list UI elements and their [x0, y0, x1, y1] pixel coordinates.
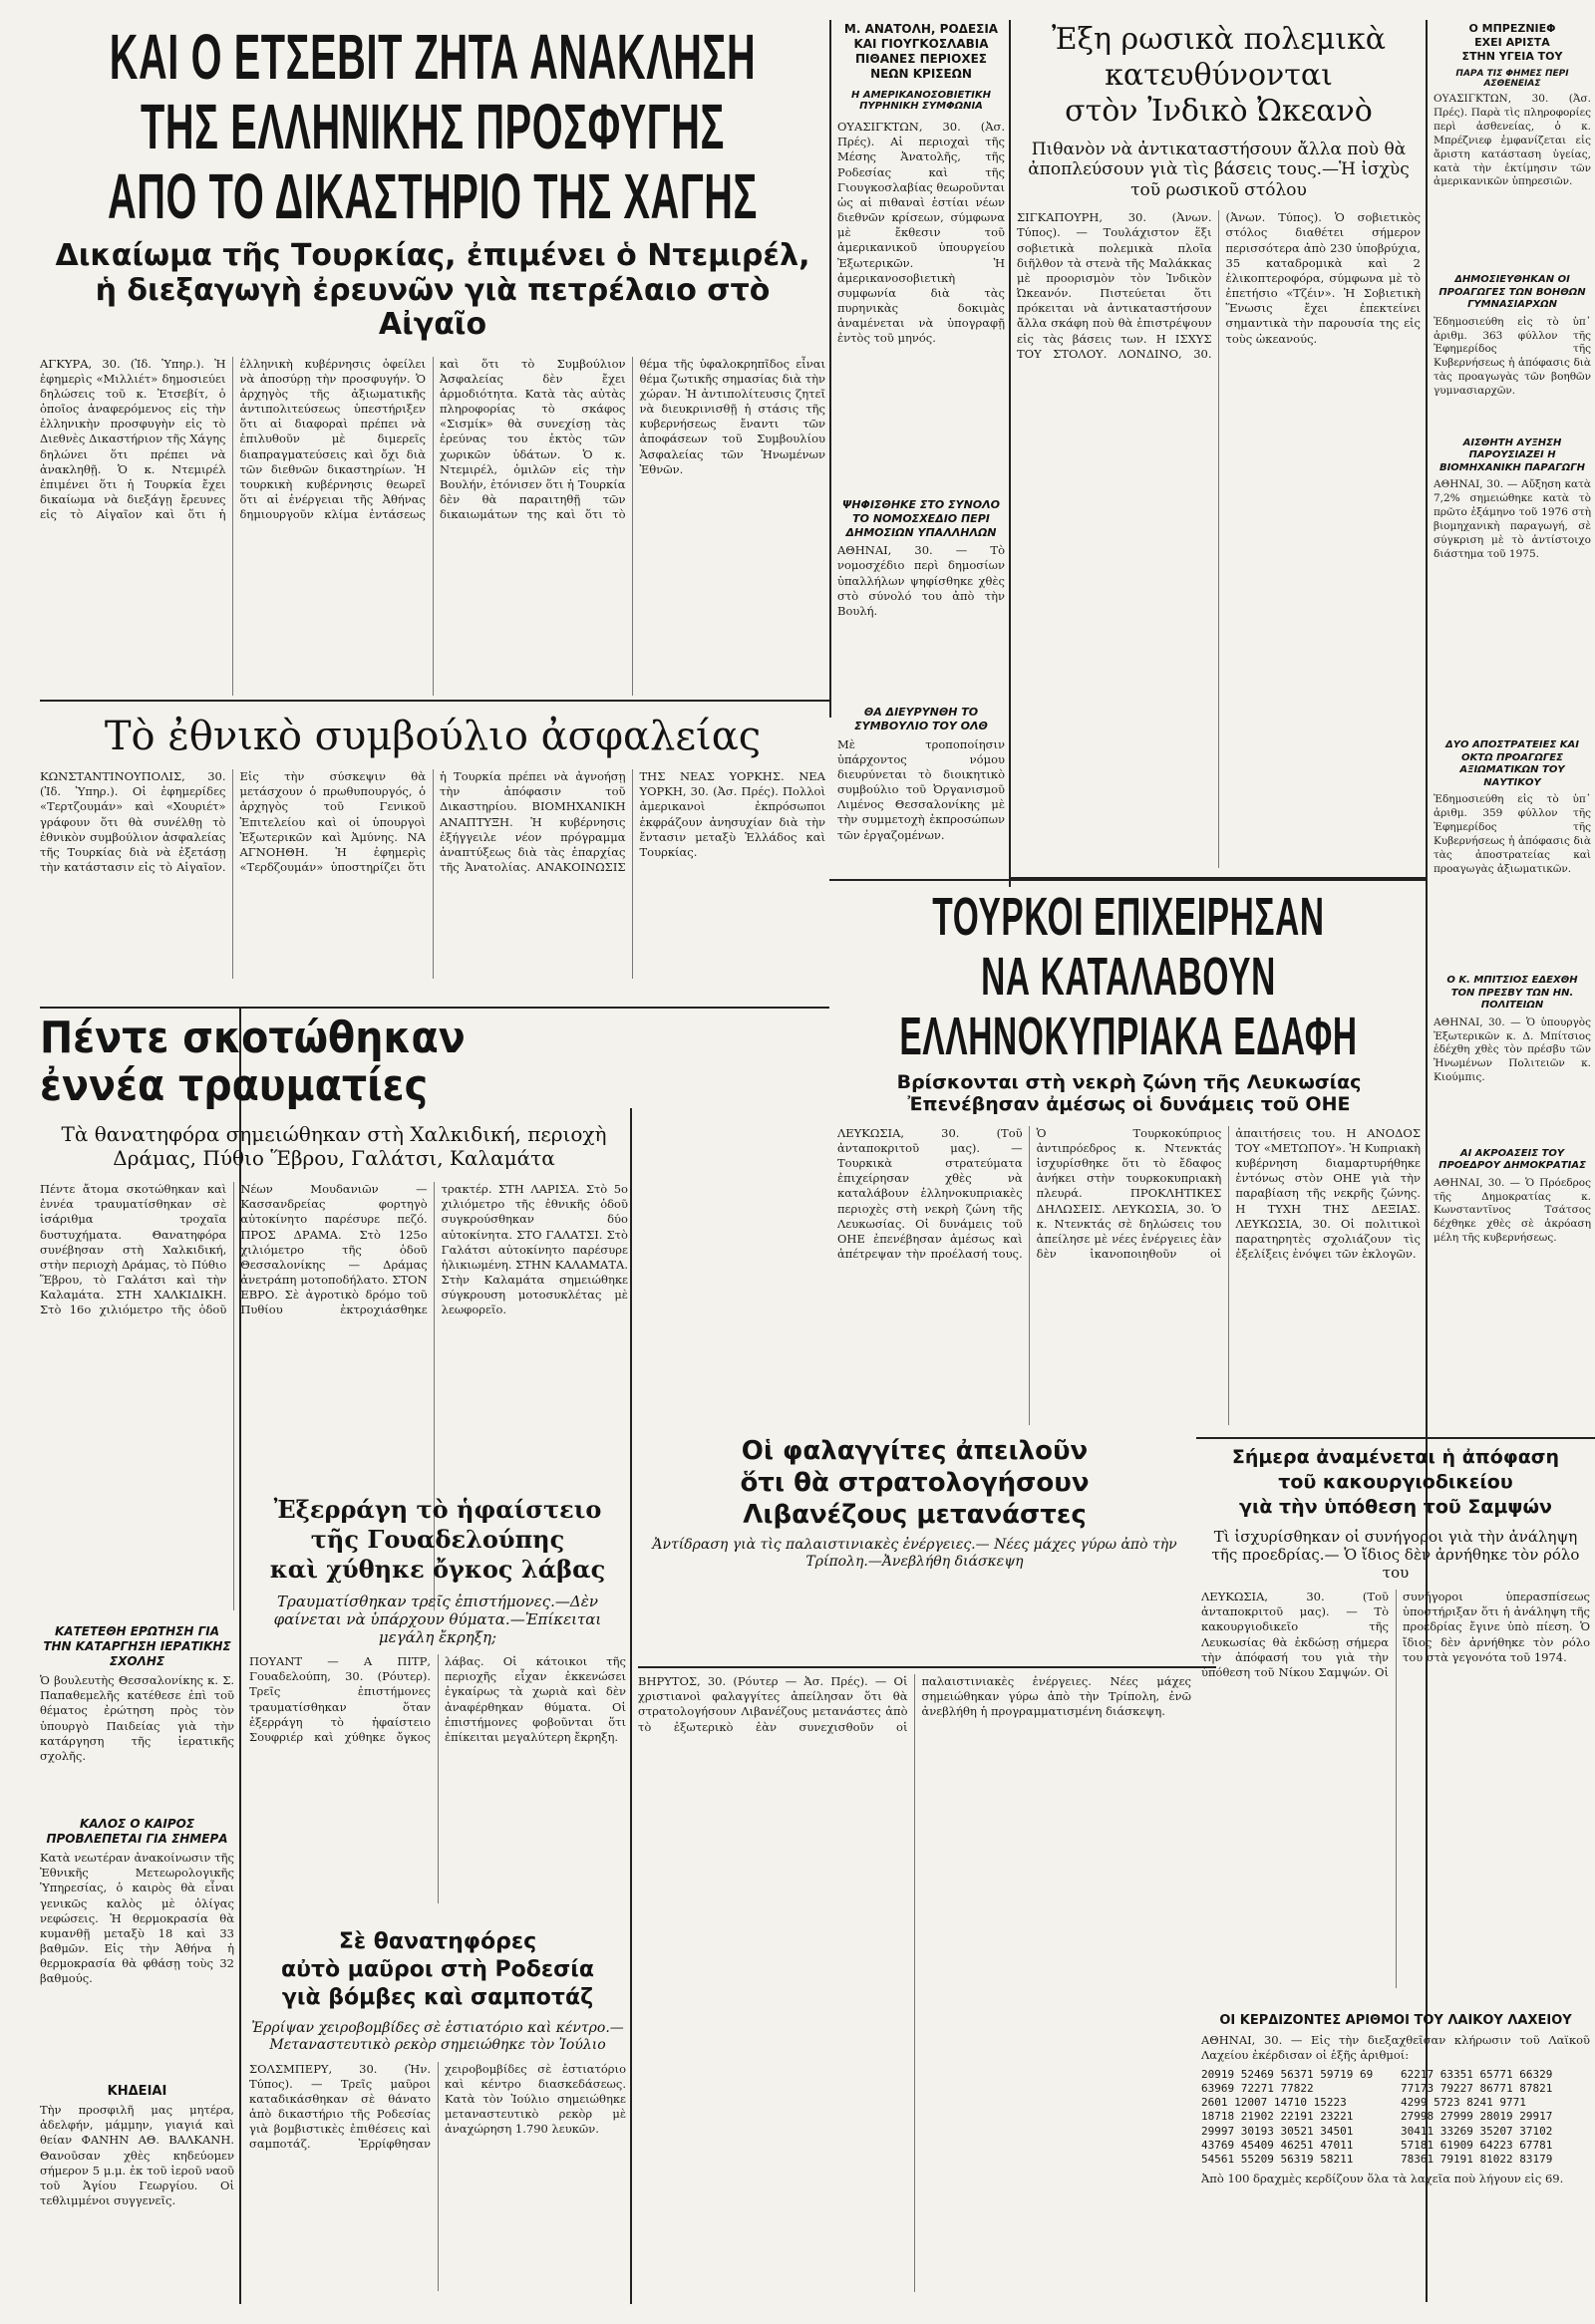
crises-body: ΟΥΑΣΙΓΚΤΩΝ, 30. (Ἀσ. Πρές). Αἱ περιοχαὶ τῆς Μέσης Ἀνατολῆς, τῆς Ροδεσίας καὶ τῆς Γιουγκοσλαβίας θεωροῦνται ὡς αἱ πιθαναὶ ἑστίαι νέων διεθνῶν κρίσεων, σύμφωνα μὲ ἔκθεσιν τοῦ ἀμερικανικοῦ ὑπουργείου Ἐξωτερικῶν. Ἡ ἀμερικανοσοβιετικὴ συμφωνία διὰ τὰς πυρηνικὰς δοκιμὰς ἀναμένεται νὰ ὑπογραφῇ ἐντὸς τοῦ μηνός.	[837, 120, 1005, 346]
crises-story	[837, 22, 1005, 490]
lottery-footer: Ἀπὸ 100 δραχμὲς κερδίζουν ὅλα τὰ λαχεῖα ποὺ λήγουν εἰς 69.	[1201, 2171, 1564, 2185]
school-box-title: ΚΑΤΕΤΕΘΗ ΕΡΩΤΗΣΗ ΓΙΑ ΤΗΝ ΚΑΤΑΡΓΗΣΗ ΙΕΡΑΤΙΚΗΣ ΣΧΟΛΗΣ	[43, 1624, 231, 1668]
phalangists-deck: Ἀντίδραση γιὰ τὶς παλαιστινιακὲς ἐνέργειες.— Νέες μάχες γύρω ἀπὸ τὴν Τρίπολη.—Ἀνεβλήθη διάσκεψη	[652, 1537, 1177, 1570]
soviet-navy-headline-line-3: στὸν Ἰνδικὸ Ὠκεανὸ	[1065, 94, 1373, 129]
lottery-row: 43769 45409 46251 47011	[1201, 2139, 1354, 2153]
phalangists-headline	[638, 1435, 1191, 1531]
lottery-row: 63969 72271 77822	[1201, 2081, 1314, 2095]
crises-kicker-line-1: Μ. ΑΝΑΤΟΛΗ, ΡΟΔΕΣΙΑ	[843, 22, 999, 36]
lead-body: ΑΓΚΥΡΑ, 30. (Ἰδ. Ὑπηρ.). Ἡ ἐφημερὶς «Μιλλιέτ» δημοσιεύει δηλώσεις τοῦ κ. Ἐτσεβίτ, ὁ ὁποῖος ἀναφερόμενος εἰς τὴν ἑλληνικὴν προσφυγὴν εἰς τὸ Διεθνὲς Δικαστήριον τῆς Χάγης δηλώνει ὅτι πρέπει νὰ ἀνακληθῇ. Ὁ κ. Ντεμιρέλ ἐπιμένει ὅτι ἡ Τουρκία ἔχει δικαίωμα νὰ διεξάγῃ ἔρευνες εἰς τὸ Αἰγαῖον καὶ ὅτι ἡ ἑλληνικὴ κυβέρνησις ὀφείλει νὰ ἀποσύρῃ τὴν προσφυγήν. Ὁ ἀρχηγὸς τῆς ἀξιωματικῆς ἀντιπολιτεύσεως ὑπεστήριξεν ὅτι αἱ διαφοραὶ πρέπει νὰ ἐπιλυθοῦν μὲ διμερεῖς διαπραγματεύσεις καὶ ὄχι διὰ τῶν διεθνῶν δικαστηρίων. Ἡ τουρκικὴ κυβέρνησις θεωρεῖ ὅτι αἱ ἐνέργειαι τῆς Ἀθήνας δημιουργοῦν κλίμα ἐντάσεως καὶ ὅτι τὸ Συμβούλιον Ἀσφαλείας δὲν ἔχει ἁρμοδιότητα. Κατὰ τὰς αὐτὰς πληροφορίας τὸ σκάφος «Σισμίκ» θὰ συνεχίσῃ τὰς ἐρεύνας του ἐκτὸς τῶν χωρικῶν ὑδάτων. Ὁ κ. Ντεμιρέλ, ὁμιλῶν εἰς τὴν Βουλήν, ἐτόνισεν ὅτι ἡ Τουρκία δὲν θὰ παραιτηθῇ τῶν δικαιωμάτων της καὶ ὅτι τὸ θέμα τῆς ὑφαλοκρηπῖδος εἶναι θέμα ζωτικῆς σημασίας διὰ τὴν χώραν. Ἡ ἀντιπολίτευσις ζητεῖ νὰ διευκρινισθῇ ἡ στάσις τῆς κυβερνήσεως ἔναντι τῶν ἀποφάσεων τοῦ Συμβουλίου Ἀσφαλείας τῶν Ἡνωμένων Ἐθνῶν.	[40, 356, 825, 522]
gymnasiarchs-title: ΔΗΜΟΣΙΕΥΘΗΚΑΝ ΟΙ ΠΡΟΑΓΩΓΕΣ ΤΩΝ ΒΟΗΘΩΝ ΓΥΜΝΑΣΙΑΡΧΩΝ	[1438, 274, 1586, 311]
lottery-row: 78361 79191 81022 83179	[1401, 2153, 1553, 2167]
volcano-headline-line-2: τῆς Γουαδελούπης	[310, 1525, 565, 1554]
right-column	[1434, 22, 1591, 1432]
olth-story	[837, 706, 1005, 875]
lottery-row: 4299 5723 8241 9771	[1401, 2096, 1526, 2110]
volcano-headline-line-1: Ἐξερράγη τὸ ἡφαίστειο	[273, 1495, 602, 1524]
school-box-body: Ὁ βουλευτὴς Θεσσαλονίκης κ. Σ. Παπαθεμελῆς κατέθεσε ἐπὶ τοῦ θέματος ἐρώτηση πρὸς τὸν ὑπουργὸ Παιδείας γιὰ τὴν κατάργηση τῆς ἱερατικῆς σχολῆς.	[40, 1673, 234, 1763]
lottery-intro: ΑΘΗΝΑΙ, 30. — Εἰς τὴν διεξαχθεῖσαν κλήρωσιν τοῦ Λαϊκοῦ Λαχείου ἐκέρδισαν οἱ ἑξῆς ἀριθμοί:	[1201, 2033, 1590, 2063]
accidents-headline-line-2: ἐννέα τραυματίες	[40, 1060, 429, 1111]
sampson-deck: Τὶ ἰσχυρίσθηκαν οἱ συνήγοροι γιὰ τὴν ἀνάληψη τῆς προεδρίας.— Ὁ ἴδιος δὲν ἀρνήθηκε τὸν ρόλο του	[1211, 1528, 1580, 1582]
volcano-deck: Τραυματίσθηκαν τρεῖς ἐπιστήμονες.—Δὲν φαίνεται νὰ ὑπάρχουν θύματα.—Ἐπίκειται μεγάλη ἔκρηξη;	[273, 1593, 602, 1646]
industry-body: ΑΘΗΝΑΙ, 30. — Αὔξηση κατὰ 7,2% σημειώθηκε κατὰ τὸ πρῶτο ἑξάμηνο τοῦ 1976 στὴ βιομηχανικὴ παραγωγή, σὲ σύγκριση μὲ τὸ ἀντίστοιχο διάστημα τοῦ 1975.	[1434, 478, 1591, 560]
rhodesia-bombs-headline-line-2: αὐτὸ μαῦροι στὴ Ροδεσία	[281, 1957, 594, 1982]
soviet-navy-headline	[1017, 22, 1421, 130]
cyprus-subhead-line-2: Ἐπενέβησαν ἀμέσως οἱ δυνάμεις τοῦ ΟΗΕ	[907, 1092, 1351, 1115]
accidents-headline-line-1: Πέντε σκοτώθηκαν	[40, 1015, 466, 1063]
sampson-headline	[1201, 1445, 1590, 1520]
crises-sub-kicker: Η ΑΜΕΡΙΚΑΝΟΣΟΒΙΕΤΙΚΗ ΠΥΡΗΝΙΚΗ ΣΥΜΦΩΝΙΑ	[851, 90, 991, 112]
lottery-row: 2601 12007 14710 15223	[1201, 2096, 1347, 2110]
rule-lower-mid	[630, 1108, 632, 2304]
lead-subhead-line-1: Δικαίωμα τῆς Τουρκίας, ἐπιμένει ὁ Ντεμιρέλ,	[55, 238, 810, 273]
rhodesia-bombs-headline-line-3: γιὰ βόμβες καὶ σαμποτάζ	[281, 1985, 594, 2010]
soviet-navy-headline-line-1: Ἐξη ρωσικὰ πολεμικὰ	[1051, 22, 1387, 57]
industry-title: ΑΙΣΘΗΤΗ ΑΥΞΗΣΗ ΠΑΡΟΥΣΙΑΖΕΙ Η ΒΙΟΜΗΧΑΝΙΚΗ ΠΑΡΑΓΩΓΗ	[1438, 436, 1586, 473]
cadets-body: Ἐδημοσιεύθη εἰς τὸ ὑπ᾿ ἀριθμ. 359 φύλλον τῆς Ἐφημερίδος τῆς Κυβερνήσεως ἡ ἀπόφασις διὰ τὰς ἀποστρατείας καὶ προαγωγὰς ἀξιωματικῶν.	[1434, 793, 1591, 875]
rule-over-sampson	[1196, 1437, 1595, 1439]
lead-subhead-line-2: ἡ διεξαγωγὴ ἐρευνῶν γιὰ πετρέλαιο στὸ Αἰγαῖο	[95, 272, 771, 342]
lottery-row: 54561 55209 56319 58211	[1201, 2153, 1354, 2167]
rule-lead-right	[829, 20, 831, 718]
cyprus-story	[837, 887, 1421, 1430]
lead-headline-line-3: ΑΠΟ ΤΟ ΔΙΚΑΣΤΗΡΙΟ ΤΗΣ ΧΑΓΗΣ	[108, 160, 758, 232]
lottery-row: 77173 79227 86771 87821	[1401, 2081, 1553, 2095]
phalangists-headline-line-3: Λιβανέζους μετανάστες	[743, 1500, 1087, 1530]
council-headline: Τὸ ἐθνικὸ συμβούλιο ἀσφαλείας	[104, 714, 762, 759]
lead-subhead	[40, 239, 825, 343]
president-body: ΑΘΗΝΑΙ, 30. — Ὁ Πρόεδρος τῆς Δημοκρατίας κ. Κωνσταντῖνος Τσάτσος δέχθηκε χθὲς σὲ ἀκρόαση μέλη τῆς κυβερνήσεως.	[1434, 1176, 1591, 1245]
weather-title: ΚΑΛΟΣ Ο ΚΑΙΡΟΣ ΠΡΟΒΛΕΠΕΤΑΙ ΓΙΑ ΣΗΜΕΡΑ	[46, 1817, 228, 1846]
brezhnev-kicker-line-3: ΣΤΗΝ ΥΓΕΙΑ ΤΟΥ	[1461, 49, 1563, 63]
cyprus-subhead	[837, 1072, 1421, 1116]
rhodesia-bombs-deck: Ἐρρίψαν χειροβομβίδες σὲ ἑστιατόριο καὶ κέντρο.— Μεταναστευτικὸ ρεκὸρ σημειώθηκε τὸν Ἰούλιο	[251, 2020, 624, 2053]
accidents-deck: Τὰ θανατηφόρα σημειώθηκαν στὴ Χαλκιδική, περιοχὴ Δράμας, Πύθιο Ἕβρου, Γαλάτσι, Καλαμάτα	[61, 1122, 607, 1170]
cyprus-headline-line-1: ΤΟΥΡΚΟΙ ΕΠΙΧΕΙΡΗΣΑΝ	[932, 887, 1325, 947]
rule-mid-right	[1009, 20, 1011, 887]
rhodesia-bombs-story	[249, 1928, 626, 2307]
lead-headline-line-1: ΚΑΙ Ο ΕΤΣΕΒΙΤ ΖΗΤΑ ΑΝΑΚΛΗΣΗ	[109, 22, 757, 93]
lottery-row: 18718 21902 22191 23221	[1201, 2110, 1354, 2124]
lottery-box	[1201, 2013, 1590, 2312]
lottery-numbers	[1201, 2068, 1590, 2168]
lead-headline-line-2: ΤΗΣ ΕΛΛΗΝΙΚΗΣ ΠΡΟΣΦΥΓΗΣ	[141, 91, 725, 162]
rhodesia-bombs-headline-line-1: Σὲ θανατηφόρες	[338, 1929, 537, 1954]
civil-servants-title: ΨΗΦΙΣΘΗΚΕ ΣΤΟ ΣΥΝΟΛΟ ΤΟ ΝΟΜΟΣΧΕΔΙΟ ΠΕΡΙ ΔΗΜΟΣΙΩΝ ΥΠΑΛΛΗΛΩΝ	[841, 498, 1001, 539]
rule-under-lead	[40, 700, 829, 702]
sampson-headline-line-3: γιὰ τὴν ὑπόθεση τοῦ Σαμψών	[1239, 1496, 1552, 1518]
soviet-navy-deck: Πιθανὸν νὰ ἀντικαταστήσουν ἄλλα ποὺ θὰ ἀποπλεύσουν γιὰ τὶς βάσεις τους.—Ἡ ἰσχὺς τοῦ ρωσικοῦ στόλου	[1028, 140, 1410, 200]
lottery-row: 62217 63351 65771 66329	[1401, 2067, 1553, 2081]
lottery-row: 20919 52469 56371 59719 69	[1201, 2067, 1374, 2081]
lottery-row: 57181 61909 64223 67781	[1401, 2139, 1553, 2153]
phalangists-headline-line-2: ὅτι θὰ στρατολογήσουν	[740, 1468, 1090, 1498]
sampson-headline-line-2: τοῦ κακουργιοδικείου	[1278, 1471, 1513, 1493]
lottery-row: 27998 27999 28019 29917	[1401, 2110, 1553, 2124]
phalangists-body: ΒΗΡΥΤΟΣ, 30. (Ρόυτερ — Ἀσ. Πρές). — Οἱ χριστιανοὶ φαλαγγίτες ἀπείλησαν ὅτι θὰ στρατολογήσουν Λιβανέζους μετανάστες ἀπὸ τὸ ἐξωτερικὸ ἐὰν συνεχισθοῦν οἱ παλαιστινιακὲς ἐνέργειες. Νέες μάχες σημειώθηκαν γύρω ἀπὸ τὴν Τρίπολη, ἐνῶ ἀνεβλήθη ἡ προγραμματισμένη διάσκεψη.	[638, 1674, 1191, 1734]
rule-under-phalangists	[638, 1666, 1216, 1668]
cyprus-headline	[837, 887, 1421, 1066]
brezhnev-kicker-line-1: Ο ΜΠΡΕΖΝΙΕΦ	[1468, 22, 1556, 35]
soviet-navy-body: ΣΙΓΚΑΠΟΥΡΗ, 30. (Ἀνων. Τύπος). — Τουλάχιστον ἕξι σοβιετικὰ πολεμικὰ πλοῖα διῆλθον τὰ στενὰ τῆς Μαλάκκας μὲ προορισμὸν τὸν Ἰνδικὸν Ὠκεανόν. Πιστεύεται ὅτι πρόκειται νὰ ἀντικαταστήσουν ἄλλα σκάφη ποὺ θὰ ἐπιστρέψουν εἰς τὰς βάσεις των. Η ΙΣΧΥΣ ΤΟΥ ΣΤΟΛΟΥ. ΛΟΝΔΙΝΟ, 30. (Ἀνων. Τύπος). Ὁ σοβιετικὸς στόλος διαθέτει σήμερον περισσότερα ἀπὸ 230 ὑποβρύχια, 35 καταδρομικὰ καὶ 2 ἐλικοπτεροφόρα, σύμφωνα μὲ τὸ ἐπετήσιο «Τζέιν». Ἡ Σοβιετικὴ Ἕνωσις ἔχει ἐπεκτείνει σημαντικὰ τὴν παρουσία της εἰς τοὺς ὠκεανούς.	[1017, 210, 1421, 361]
soviet-navy-story	[1017, 22, 1421, 871]
cadets-title: ΔΥΟ ΑΠΟΣΤΡΑΤΕΙΕΣ ΚΑΙ ΟΚΤΩ ΠΡΟΑΓΩΓΕΣ ΑΞΙΩΜΑΤΙΚΩΝ ΤΟΥ ΝΑΥΤΙΚΟΥ	[1444, 739, 1580, 788]
obituary-body: Τὴν προσφιλῆ μας μητέρα, ἀδελφήν, μάμμην, γιαγιά καὶ θείαν ΦΑΝΗΝ ΑΘ. ΒΑΛΚΑΝΗ. Θανοῦσαν χθὲς κηδεύομεν σήμερον 5 μ.μ. ἐκ τοῦ ἱεροῦ ναοῦ τοῦ Ἁγίου Γεωργίου. Οἱ τεθλιμμένοι συγγενεῖς.	[40, 2103, 234, 2208]
brezhnev-sub-kicker: ΠΑΡΑ ΤΙΣ ΦΗΜΕΣ ΠΕΡΙ ΑΣΘΕΝΕΙΑΣ	[1455, 69, 1569, 90]
president-title: ΑΙ ΑΚΡΟΑΣΕΙΣ ΤΟΥ ΠΡΟΕΔΡΟΥ ΔΗΜΟΚΡΑΤΙΑΣ	[1438, 1147, 1586, 1172]
sampson-body: ΛΕΥΚΩΣΙΑ, 30. (Τοῦ ἀνταποκριτοῦ μας). — Τὸ κακουργιοδικεῖο τῆς Λευκωσίας θὰ ἐκδώσῃ σήμερα τὴν ἀπόφασή του γιὰ τὴν ὑπόθεση τοῦ Νίκου Σαμψών. Οἱ συνήγοροι ὑπερασπίσεως ὑποστήριξαν ὅτι ἡ ἀνάληψη τῆς προεδρίας ἔγινε ὑπὸ πίεση. Ὁ ἴδιος δὲν ἀρνήθηκε τὸν ρόλο του στὰ γεγονότα τοῦ 1974.	[1201, 1590, 1590, 1679]
volcano-body: ΠΟΥΑΝΤ — Α ΠΙΤΡ, Γουαδελούπη, 30. (Ρόυτερ). Τρεῖς ἐπιστήμονες τραυματίσθηκαν ὅταν ἐξερράγη τὸ ἡφαίστειο Σουφριέρ καὶ χύθηκε ὄγκος λάβας. Οἱ κάτοικοι τῆς περιοχῆς εἶχαν ἐκκενώσει ἐγκαίρως τὰ χωριὰ καὶ δὲν ἀναφέρθηκαν θύματα. Οἱ ἐπιστήμονες φοβοῦνται ὅτι ἐπίκειται μεγαλύτερη ἔκρηξη.	[249, 1654, 626, 1744]
civil-servants-story	[837, 498, 1005, 698]
sampson-headline-line-1: Σήμερα ἀναμένεται ἡ ἀπόφαση	[1231, 1446, 1560, 1468]
civil-servants-body: ΑΘΗΝΑΙ, 30. — Τὸ νομοσχέδιο περὶ δημοσίων ὑπαλλήλων ψηφίσθηκε χθὲς στὸ σύνολό του ἀπὸ τὴν Βουλή.	[837, 543, 1005, 618]
crises-kicker-line-3: ΠΙΘΑΝΕΣ ΠΕΡΙΟΧΕΣ	[855, 52, 987, 66]
obituary-title: ΚΗΔΕΙΑΙ	[107, 2084, 167, 2099]
phalangists-story	[638, 1435, 1191, 1662]
left-lower-column	[40, 1624, 234, 2312]
phalangists-headline-line-1: Οἱ φαλαγγίτες ἀπειλοῦν	[741, 1436, 1089, 1466]
lead-headline	[40, 22, 824, 231]
rule-under-council	[40, 1007, 829, 1009]
weather-body: Κατὰ νεωτέραν ἀνακοίνωσιν τῆς Ἐθνικῆς Μετεωρολογικῆς Ὑπηρεσίας, ὁ καιρὸς θὰ εἶναι γενικῶς καλὸς μὲ ὀλίγας νεφώσεις. Ἡ θερμοκρασία θὰ κυμανθῇ μεταξὺ 18 καὶ 33 βαθμῶν. Εἰς τὴν Ἀθήνα ἡ θερμοκρασία θὰ φθάσῃ τοὺς 32 βαθμούς.	[40, 1851, 234, 1986]
crises-kicker-line-4: ΝΕΩΝ ΚΡΙΣΕΩΝ	[870, 67, 972, 81]
crises-kicker	[837, 22, 1005, 82]
rule-over-cyprus	[829, 879, 1428, 881]
rhodesia-bombs-body: ΣΟΛΣΜΠΕΡΥ, 30. (Ἡν. Τύπος). — Τρεῖς μαῦροι καταδικάσθηκαν σὲ θάνατο ἀπὸ δικαστήριο τῆς Ροδεσίας γιὰ βομβιστικὲς ἐπιθέσεις καὶ σαμποτάζ. Ἐρρίφθησαν χειροβομβίδες σὲ ἑστιατόριο καὶ κέντρο διασκεδάσεως. Κατὰ τὸν Ἰούλιο σημειώθηκε μεταναστευτικὸ ρεκὸρ μὲ ἀναχώρηση 1.790 λευκῶν.	[249, 2061, 626, 2152]
lead-story	[40, 22, 825, 696]
phalangists-body-wrap	[638, 1674, 1191, 2302]
ambassador-body: ΑΘΗΝΑΙ, 30. — Ὁ ὑπουργὸς Ἐξωτερικῶν κ. Δ. Μπίτσιος ἐδέχθη χθὲς τὸν πρέσβυ τῶν Ἡνωμένων Πολιτειῶν κ. Κιούμπις.	[1434, 1016, 1591, 1084]
olth-body: Μὲ τροποποίησιν ὑπάρχοντος νόμου διευρύνεται τὸ διοικητικὸ συμβούλιο τοῦ Ὀργανισμοῦ Λιμένος Θεσσαλονίκης μὲ τὴν συμμετοχὴ ἐκπροσώπων τῶν ἐργαζομένων.	[837, 736, 1005, 842]
brezhnev-body: ΟΥΑΣΙΓΚΤΩΝ, 30. (Ἀσ. Πρές). Παρὰ τὶς πληροφορίες περὶ ἀσθενείας, ὁ κ. Μπρέζνιεφ ἐμφανίζεται εἰς ἄριστη κατάσταση ὑγείας, κατὰ τὴν ἐκτίμησιν τῶν ἀμερικανικῶν ὑπηρεσιῶν.	[1434, 93, 1591, 188]
rhodesia-bombs-headline	[249, 1928, 626, 2012]
cyprus-subhead-line-1: Βρίσκονται στὴ νεκρὴ ζώνη τῆς Λευκωσίας	[896, 1071, 1362, 1093]
olth-title: ΘΑ ΔΙΕΥΡΥΝΘΗ ΤΟ ΣΥΜΒΟΥΛΙΟ ΤΟΥ ΟΛΘ	[854, 706, 988, 732]
accidents-headline	[40, 1015, 628, 1110]
brezhnev-kicker	[1434, 22, 1591, 63]
cyprus-body: ΛΕΥΚΩΣΙΑ, 30. (Τοῦ ἀνταποκριτοῦ μας). — Τουρκικὰ στρατεύματα ἐπιχείρησαν χθὲς νὰ καταλάβουν ἑλληνοκυπριακὲς περιοχὲς στὴ νεκρὴ ζώνη τῆς Λευκωσίας. Οἱ δυνάμεις τοῦ ΟΗΕ ἐπενέβησαν ἀμέσως καὶ ἀπέτρεψαν τὴν προέλασή τους. Ὁ Τουρκοκύπριος ἀντιπρόεδρος κ. Ντενκτάς ἰσχυρίσθηκε ὅτι τὸ ἔδαφος ἀνήκει στὴν τουρκοκυπριακὴ πλευρά. ΠΡΟΚΛΗΤΙΚΕΣ ΔΗΛΩΣΕΙΣ. ΛΕΥΚΩΣΙΑ, 30. Ὁ κ. Ντενκτάς σὲ δηλώσεις του ἀπείλησε μὲ νέες ἐνέργειες ἐὰν δὲν ἱκανοποιηθοῦν οἱ ἀπαιτήσεις του. Η ΑΝΟΔΟΣ ΤΟΥ «ΜΕΤΩΠΟΥ». Ἡ Κυπριακὴ κυβέρνηση διαμαρτυρήθηκε ἐντόνως στὸν ΟΗΕ γιὰ τὴν παραβίαση τῆς νεκρῆς ζώνης. Η ΤΥΧΗ ΤΗΣ ΔΕΞΙΑΣ. ΛΕΥΚΩΣΙΑ, 30. Οἱ πολιτικοὶ παρατηρητὲς σχολιάζουν τὶς ἐξελίξεις ἐνόψει τῶν ἐκλογῶν.	[837, 1125, 1421, 1262]
volcano-story	[249, 1495, 626, 1913]
volcano-headline	[249, 1495, 626, 1585]
council-body: ΚΩΝΣΤΑΝΤΙΝΟΥΠΟΛΙΣ, 30. (Ἰδ. Ὑπηρ.). Οἱ ἐφημερίδες «Τερτζουμάν» καὶ «Χουριέτ» γράφουν ὅτι θὰ συνέλθῃ τὸ ἐθνικὸν συμβούλιον ἀσφαλείας τῆς Τουρκίας διὰ νὰ ἐξετάσῃ τὴν κατάστασιν εἰς τὸ Αἰγαῖον. Εἰς τὴν σύσκεψιν θὰ μετάσχουν ὁ πρωθυπουργός, ὁ ἀρχηγὸς τοῦ Γενικοῦ Ἐπιτελείου καὶ οἱ ὑπουργοὶ Ἐξωτερικῶν καὶ Ἀμύνης. ΝΑ ΑΓΝΟΗΘΗ. Ἡ ἐφημερὶς «Τερδζουμάν» ὑποστηρίζει ὅτι ἡ Τουρκία πρέπει νὰ ἀγνοήσῃ τὴν ἀπόφασιν τοῦ Δικαστηρίου. ΒΙΟΜΗΧΑΝΙΚΗ ΑΝΑΠΤΥΞΗ. Ἡ κυβέρνησις ἐξήγγειλε νέον πρόγραμμα ἀναπτύξεως διὰ τὰς ἐπαρχίας τῆς Ἀνατολίας. ΑΝΑΚΟΙΝΩΣΙΣ ΤΗΣ ΝΕΑΣ ΥΟΡΚΗΣ. ΝΕΑ ΥΟΡΚΗ, 30. (Ἀσ. Πρές). Πολλοὶ ἀμερικανοὶ ἐκπρόσωποι ἐκφράζουν ἀνησυχίαν διὰ τὴν ἔντασιν μεταξὺ Ἑλλάδος καὶ Τουρκίας.	[40, 769, 825, 875]
soviet-navy-headline-line-2: κατευθύνονται	[1105, 58, 1333, 93]
crises-kicker-line-2: ΚΑΙ ΓΙΟΥΓΚΟΣΛΑΒΙΑ	[853, 37, 989, 51]
lottery-row: 29997 30193 30521 34501	[1201, 2124, 1354, 2138]
cyprus-headline-line-2: ΝΑ ΚΑΤΑΛΑΒΟΥΝ	[981, 947, 1276, 1007]
lottery-title: ΟΙ ΚΕΡΔΙΖΟΝΤΕΣ ΑΡΙΘΜΟΙ ΤΟΥ ΛΑΪΚΟΥ ΛΑΧΕΙΟΥ	[1219, 2013, 1572, 2028]
gymnasiarchs-body: Ἐδημοσιεύθη εἰς τὸ ὑπ᾿ ἀριθμ. 363 φύλλον τῆς Ἐφημερίδος τῆς Κυβερνήσεως ἡ ἀπόφασις διὰ τὰς προαγωγὰς τῶν βοηθῶν γυμνασιαρχῶν.	[1434, 315, 1591, 398]
cyprus-headline-line-3: ΕΛΛΗΝΟΚΥΠΡΙΑΚΑ ΕΔΑΦΗ	[899, 1007, 1358, 1066]
volcano-headline-line-3: καὶ χύθηκε ὄγκος λάβας	[269, 1555, 606, 1584]
council-story	[40, 708, 825, 1003]
ambassador-title: Ο Κ. ΜΠΙΤΣΙΟΣ ΕΔΕΧΘΗ ΤΟΝ ΠΡΕΣΒΥ ΤΩΝ ΗΝ. ΠΟΛΙΤΕΙΩΝ	[1446, 975, 1578, 1012]
accidents-body: Πέντε ἄτομα σκοτώθηκαν καὶ ἐννέα τραυματίσθηκαν σὲ ἰσάριθμα τροχαῖα δυστυχήματα. Θανατηφόρα συνέβησαν στὴ Χαλκιδική, στὴν περιοχὴ Δράμας, τὸ Πύθιο Ἕβρου, τὸ Γαλάτσι καὶ τὴν Καλαμάτα. ΣΤΗ ΧΑΛΚΙΔΙΚΗ. Στὸ 16ο χιλιόμετρο τῆς ὁδοῦ Νέων Μουδανιῶν — Κασσανδρείας φορτηγὸ αὐτοκίνητο παρέσυρε πεζό. ΠΡΟΣ ΔΡΑΜΑ. Στὸ 125ο χιλιόμετρο τῆς ὁδοῦ Θεσσαλονίκης — Δράμας ἀνετράπη μοτοποδήλατο. ΣΤΟΝ ΕΒΡΟ. Σὲ ἀγροτικὸ δρόμο τοῦ Πυθίου ἐκτροχιάσθηκε τρακτέρ. ΣΤΗ ΛΑΡΙΣΑ. Στὸ 5ο χιλιόμετρο τῆς ἐθνικῆς ὁδοῦ συγκρούσθηκαν δύο αὐτοκίνητα. ΣΤΟ ΓΑΛΑΤΣΙ. Στὸ Γαλάτσι αὐτοκίνητο παρέσυρε ἡλικιωμένη. ΣΤΗΝ ΚΑΛΑΜΑΤΑ. Στὴν Καλαμάτα σημειώθηκε σύγκρουση μοτοσυκλέτας μὲ λεωφορεῖο.	[40, 1182, 628, 1317]
sampson-story	[1201, 1445, 1590, 2003]
lottery-row: 30411 33269 35207 37102	[1401, 2124, 1553, 2138]
brezhnev-kicker-line-2: ΕΧΕΙ ΑΡΙΣΤΑ	[1474, 35, 1550, 49]
